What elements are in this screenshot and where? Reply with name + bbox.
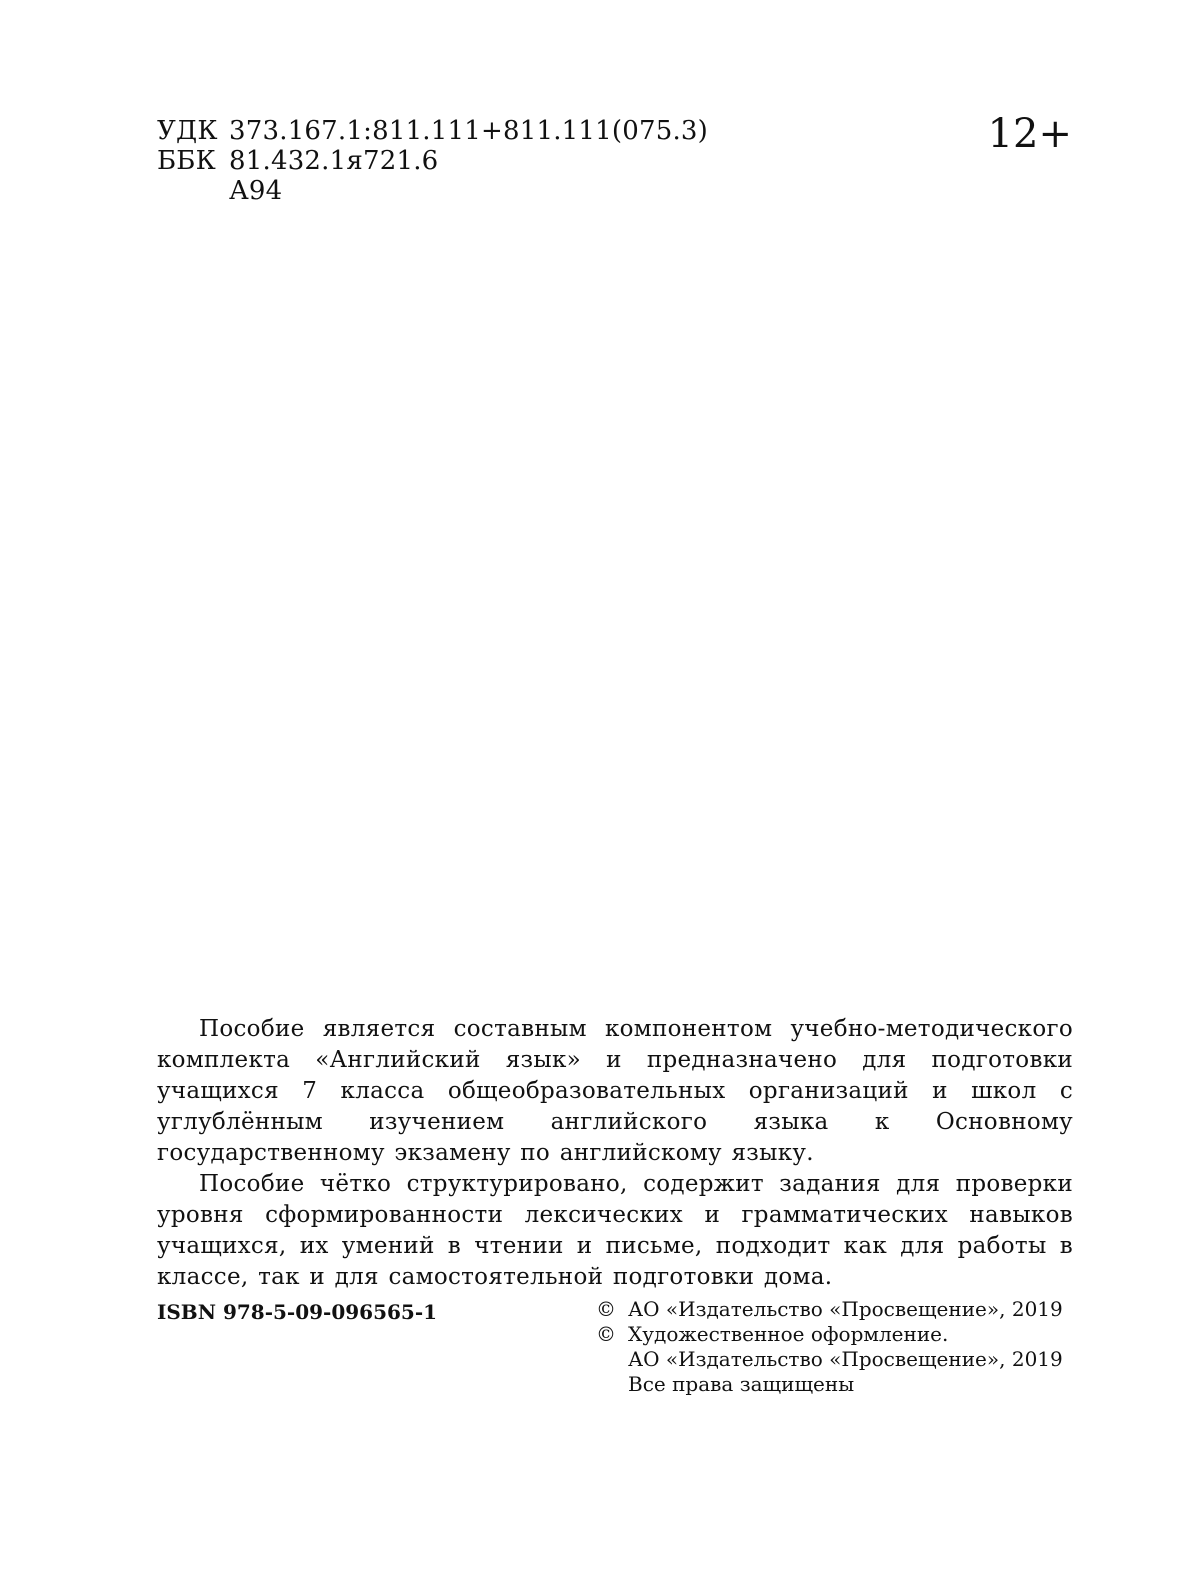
copyright-line-2 (596, 1322, 1072, 1347)
bbk-label: ББК (157, 146, 216, 176)
annotation-paragraph-1: Пособие является составным компонентом учебно-методического комплекта «Английский язык» и предназначено для подготовки учащихся 7 класса общеобразовательных организаций и школ с углублённым изучением английского языка к Основному государственному экзамену по английскому языку. (157, 1016, 1073, 1166)
copyright-line-1 (596, 1297, 1072, 1322)
bbk-row (157, 146, 708, 176)
udk-value: 373.167.1:811.111+811.111(075.3) (229, 116, 709, 146)
bbk-value: 81.432.1я721.6 (229, 146, 439, 176)
copyright-text-1: АО «Издательство «Просвещение», 2019 (628, 1297, 1063, 1321)
copyright-text-3: АО «Издательство «Просвещение», 2019 (628, 1347, 1063, 1371)
udk-label: УДК (157, 116, 218, 146)
copyright-mark: © (596, 1322, 616, 1346)
copyright-line-3 (596, 1347, 1072, 1372)
annotation (157, 1014, 1073, 1293)
copyright-block (596, 1297, 1072, 1397)
copyright-line-4 (596, 1372, 1072, 1397)
classification-block (157, 116, 708, 206)
copyright-text-2: Художественное оформление. (628, 1322, 949, 1346)
annotation-paragraph-2: Пособие чётко структурировано, содержит задания для проверки уровня сформированности лексических и грамматических навыков учащихся, их умений в чтении и письме, подходит как для работы в классе, так и для самостоятельной подготовки дома. (157, 1171, 1073, 1290)
author-mark: А94 (229, 176, 283, 206)
copyright-text-4: Все права защищены (628, 1372, 855, 1396)
age-rating: 12+ (987, 111, 1072, 157)
copyright-mark: © (596, 1297, 616, 1321)
isbn: ISBN 978-5-09-096565-1 (157, 1300, 438, 1324)
udk-row (157, 116, 708, 146)
author-mark-row (157, 176, 708, 206)
